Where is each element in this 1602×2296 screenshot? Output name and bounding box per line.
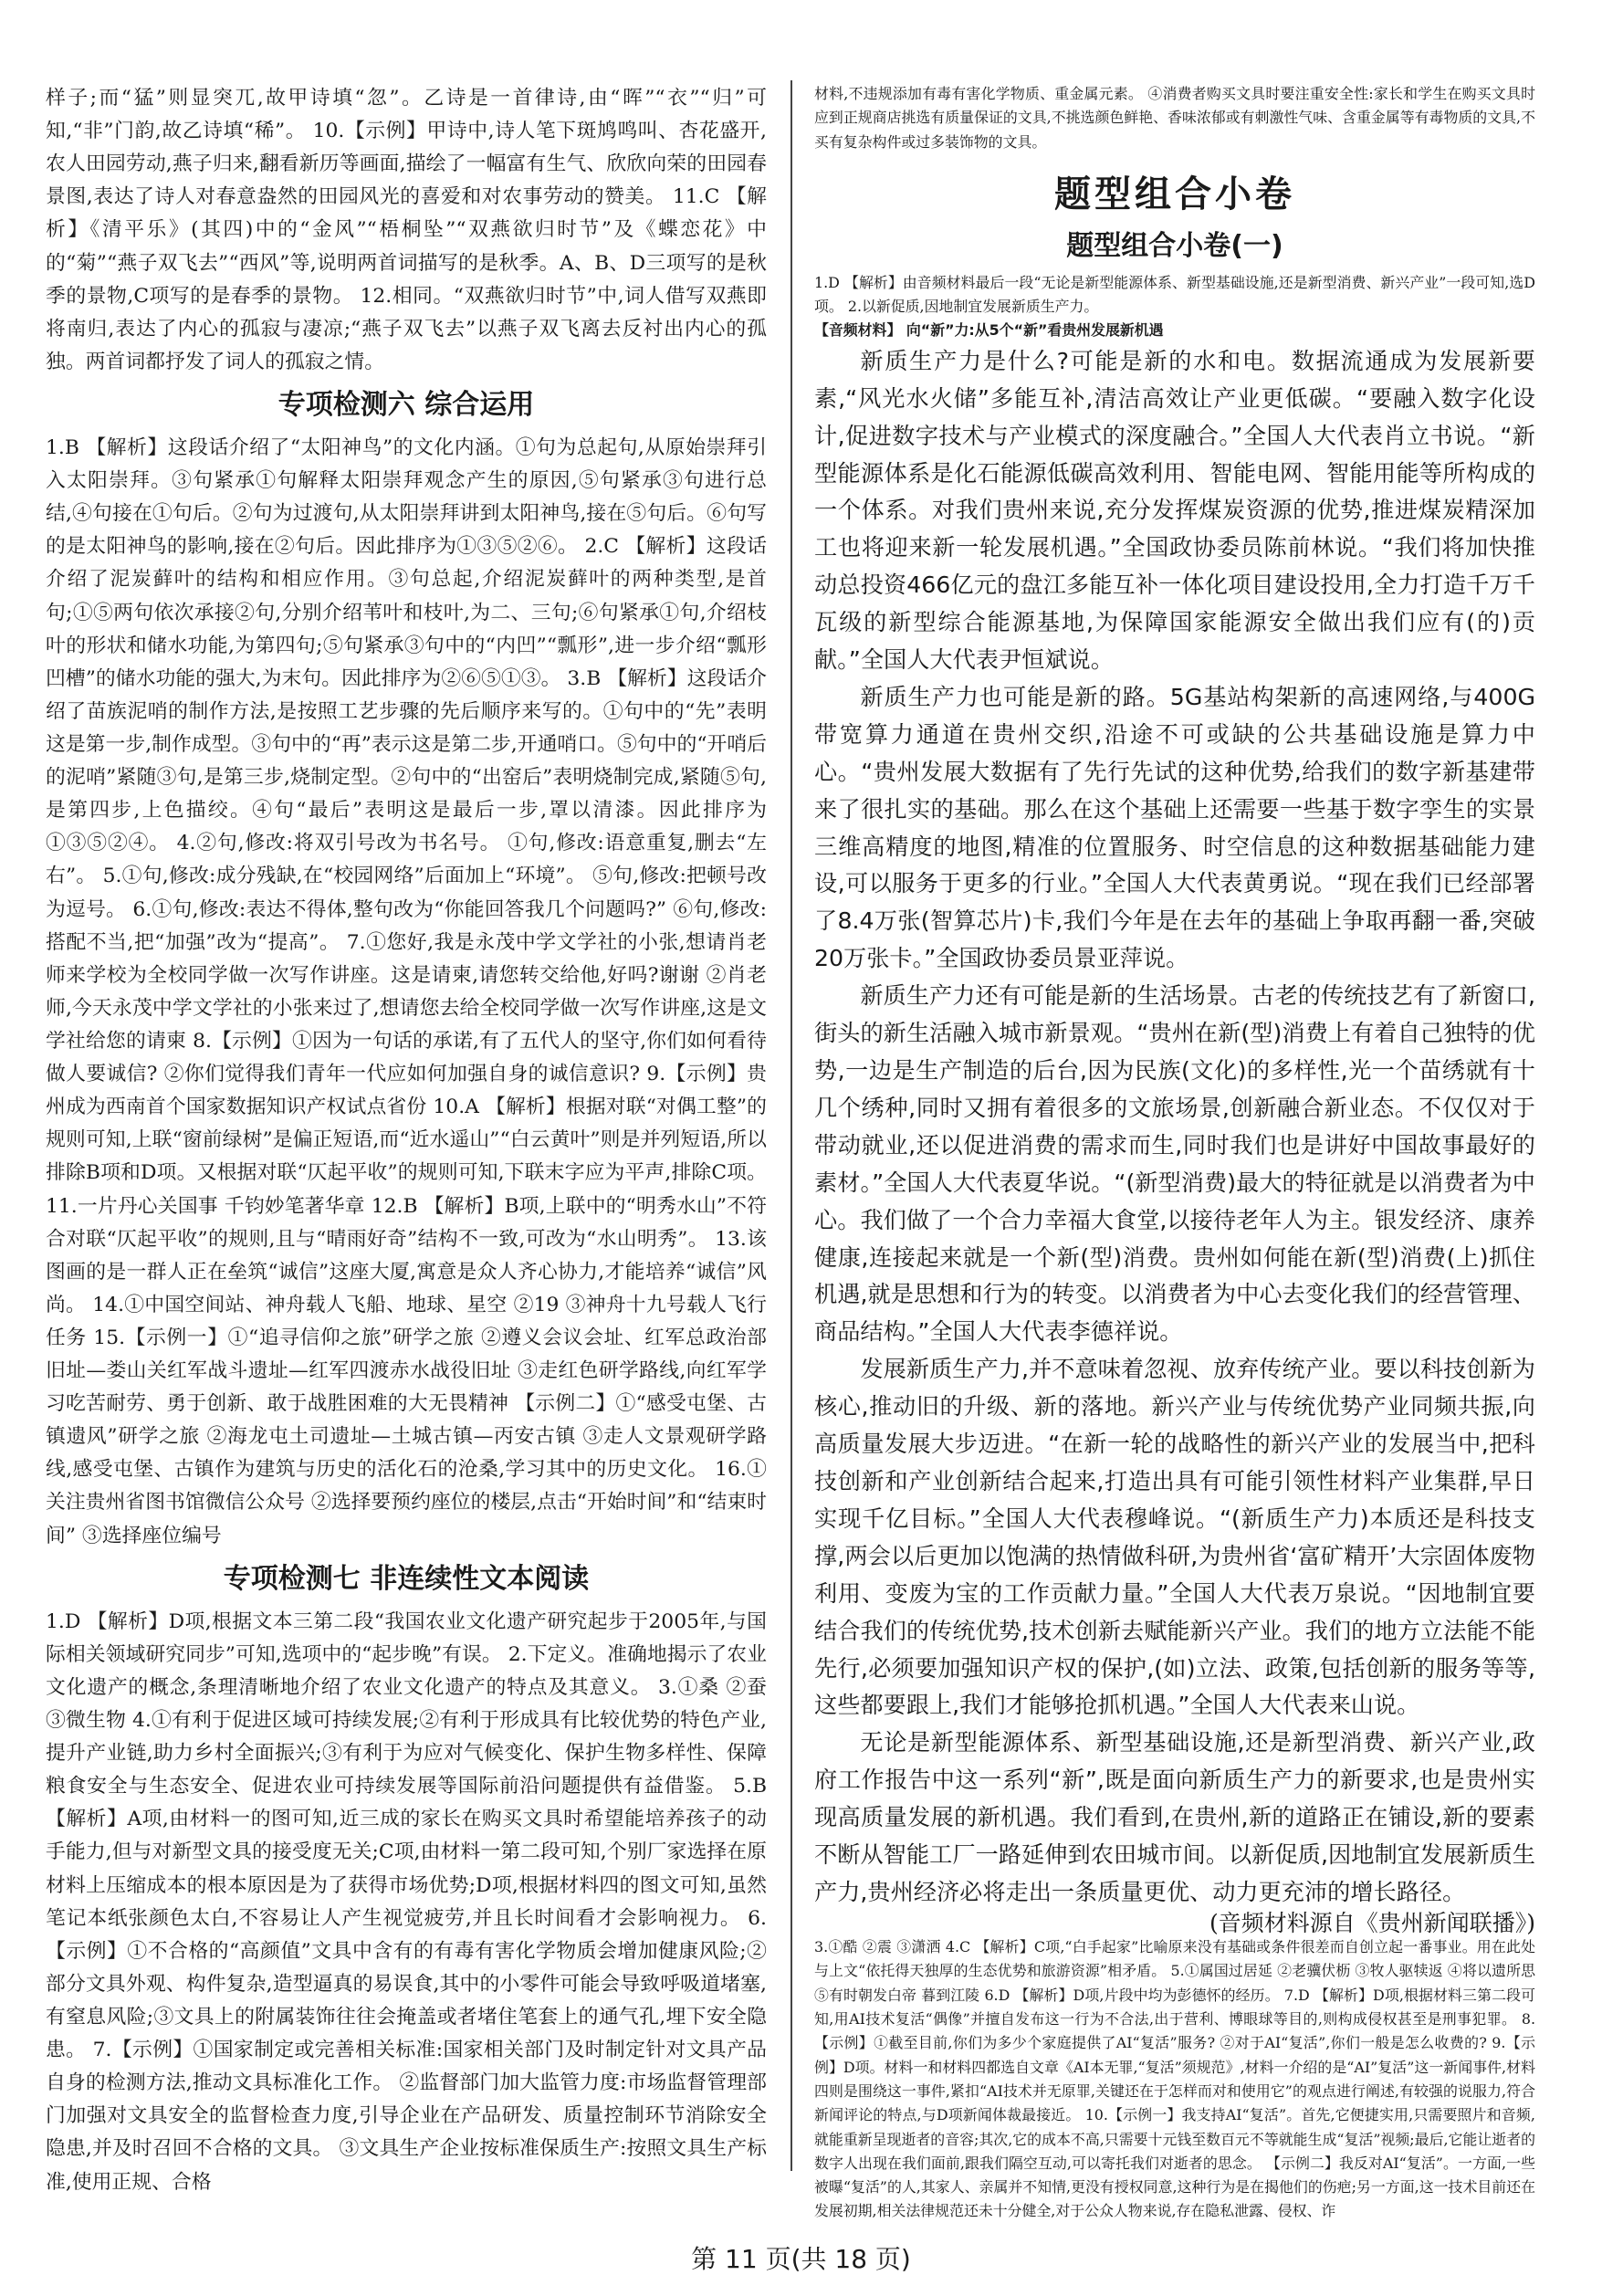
answer-paragraph: 1.D 【解析】D项,根据文本三第二段“我国农业文化遗产研究起步于2005年,与国际相关领域研究同步”可知,选项中的“起步晚”有误。 2.下定义。准确地揭示了农业文化遗产的概念,条理清晰地介绍了农业文化遗产的特点及其意义。 3.①桑 ②蚕 ③微生物 4.①有利于促进区域可持续发展;②有利于形成具有比较优势的特色产业,提升产业链,助力乡村全面振兴;③有利于为应对气候变化、保护生物多样性、保障粮食安全与生态安全、促进农业可持续发展等国际前沿问题提供有益借鉴。 5.B 【解析】A项,由材料一的图可知,近三成的家长在购买文具时希望能培养孩子的动手能力,但与对新型文具的接受度无关;C项,由材料一第二段可知,个别厂家选择在原材料上压缩成本的根本原因是为了获得市场优势;D项,根据材料四的图文可知,虽然笔记本纸张颜色太白,不容易让人产生视觉疲劳,并且长时间看才会影响视力。 6.【示例】①不合格的“高颜值”文具中含有的有毒有害化学物质会增加健康风险;②部分文具外观、构件复杂,造型逼真的易误食,其中的小零件可能会导致呼吸道堵塞,有窒息风险;③文具上的附属装饰往往会掩盖或者堵住笔套上的通气孔,埋下安全隐患。 7.【示例】①国家制定或完善相关标准:国家相关部门及时制定针对文具产品自身的检测方法,推动文具标准化工作。 ②监督部门加大监管力度:市场监督管理部门加强对文具安全的监督检查力度,引导企业在产品研发、质量控制环节消除安全隐患,并及时召回不合格的文具。 ③文具生产企业按标准保质生产:按照文具生产标准,使用正规、合格 xyxy=(46,1609,767,2194)
audio-paragraph: 发展新质生产力,并不意味着忽视、放弃传统产业。要以科技创新为核心,推动旧的升级、新的落地。新兴产业与传统优势产业同频共振,向高质量发展大步迈进。“在新一轮的战略性的新兴产业的发展当中,把科技创新和产业创新结合起来,打造出具有可能引领性材料产业集群,早日实现千亿目标。”全国人大代表穆峰说。“(新质生产力)本质还是科技支撑,两会以后更加以饱满的热情做科研,为贵州省‘富矿精开’大宗固体废物利用、变废为宝的工作贡献力量。”全国人大代表万泉说。“因地制宜要结合我们的传统优势,技术创新去赋能新兴产业。我们的地方立法能不能先行,必须要加强知识产权的保护,(如)立法、政策,包括创新的服务等等,这些都要跟上,我们才能够抢抓机遇。”全国人大代表来山说。 xyxy=(814,1356,1535,1719)
right-column xyxy=(814,82,1535,2224)
answer-paragraph: 样子;而“猛”则显突兀,故甲诗填“忽”。乙诗是一首律诗,由“晖”“衣”“归”可知,“非”门韵,故乙诗填“稀”。 10.【示例】甲诗中,诗人笔下斑鸠鸣叫、杏花盛开,农人田园劳动,燕子归来,翻看新历等画面,描绘了一幅富有生气、欣欣向荣的田园春景图,表达了诗人对春意盎然的田园风光的喜爱和对农事劳动的赞美。 11.C 【解析】《清平乐》(其四)中的“金风”“梧桐坠”“双燕欲归时节”及《蝶恋花》中的“菊”“燕子双飞去”“西风”等,说明两首词描写的是秋季。A、B、D三项写的是秋季的景物,C项写的是春季的景物。 12.相同。“双燕欲归时节”中,词人借写双燕即将南归,表达了内心的孤寂与凄凉;“燕子双飞去”以燕子双飞离去反衬出内心的孤独。两首词都抒发了词人的孤寂之情。 xyxy=(46,87,767,373)
answer-paragraph: 1.B 【解析】这段话介绍了“太阳神鸟”的文化内涵。①句为总起句,从原始崇拜引入太阳崇拜。③句紧承①句解释太阳崇拜观念产生的原因,⑤句紧承③句进行总结,④句接在①句后。②句为过渡句,从太阳崇拜讲到太阳神鸟,接在⑤句后。⑥句写的是太阳神鸟的影响,接在②句后。因此排序为①③⑤②⑥。 2.C 【解析】这段话介绍了泥炭藓叶的结构和相应作用。③句总起,介绍泥炭藓叶的两种类型,是首句;①⑤两句依次承接②句,分别介绍苇叶和枝叶,为二、三句;⑥句紧承①句,介绍枝叶的形状和储水功能,为第四句;⑤句紧承③句中的“内凹”“瓢形”,进一步介绍“瓢形凹槽”的储水功能的强大,为末句。因此排序为②⑥⑤①③。 3.B 【解析】这段话介绍了苗族泥哨的制作方法,是按照工艺步骤的先后顺序来写的。①句中的“先”表明这是第一步,制作成型。③句中的“再”表示这是第二步,开通哨口。⑤句中的“开哨后的泥哨”紧随③句,是第三步,烧制定型。②句中的“出窑后”表明烧制完成,紧随⑤句,是第四步,上色描绞。④句“最后”表明这是最后一步,罩以清漆。因此排序为①③⑤②④。 4.②句,修改:将双引号改为书名号。 ①句,修改:语意重复,删去“左右”。 5.①句,修改:成分残缺,在“校园网络”后面加上“环境”。 ⑤句,修改:把顿号改为逗号。 6.①句,修改:表达不得体,整句改为“你能回答我几个问题吗?” ⑥句,修改:搭配不当,把“加强”改为“提高”。 7.①您好,我是永茂中学文学社的小张,想请肖老师来学校为全校同学做一次写作讲座。这是请柬,请您转交给他,好吗?谢谢 ②肖老师,今天永茂中学文学社的小张来过了,想请您去给全校同学做一次写作讲座,这是文学社给您的请柬 8.【示例】①因为一句话的承诺,有了五代人的坚守,你们如何看待做人要诚信? ②你们觉得我们青年一代应如何加强自身的诚信意识? 9.【示例】贵州成为西南首个国家数据知识产权试点省份 10.A 【解析】根据对联“对偶工整”的规则可知,上联“窗前绿树”是偏正短语,而“近水遥山”“白云黄叶”则是并列短语,所以排除B项和D项。又根据对联“仄起平收”的规则可知,下联末字应为平声,排除C项。 11.一片丹心关国事 千钧妙笔著华章 12.B 【解析】B项,上联中的“明秀水山”不符合对联“仄起平收”的规则,且与“晴雨好奇”结构不一致,可改为“水山明秀”。 13.该图画的是一群人正在垒筑“诚信”这座大厦,寓意是众人齐心协力,才能培养“诚信”风尚。 14.①中国空间站、神舟载人飞船、地球、星空 ②19 ③神舟十九号载人飞行任务 15.【示例一】①“追寻信仰之旅”研学之旅 ②遵义会议会址、红军总政治部旧址—娄山关红军战斗遗址—红军四渡赤水战役旧址 ③走红色研学路线,向红军学习吃苦耐劳、勇于创新、敢于战胜困难的大无畏精神 【示例二】①“感受屯堡、古镇遗风”研学之旅 ②海龙屯土司遗址—土城古镇—丙安古镇 ③走人文景观研学路线,感受屯堡、古镇作为建筑与历史的活化石的沧桑,学习其中的历史文化。 16.①关注贵州省图书馆微信公众号 ②选择要预约座位的楼层,点击“开始时间”和“结束时间” ③选择座位编号 xyxy=(46,435,767,1547)
audio-paragraph: 新质生产力是什么?可能是新的水和电。数据流通成为发展新要素,“风光水火储”多能互补,清洁高效让产业更低碳。“要融入数字化设计,促进数字技术与产业模式的深度融合。”全国人大代表肖立书说。“新型能源体系是化石能源低碳高效利用、智能电网、智能用能等所构成的一个体系。对我们贵州来说,充分发挥煤炭资源的优势,推进煤炭精深加工也将迎来新一轮发展机遇。”全国政协委员陈前林说。“我们将加快推动总投资466亿元的盘江多能互补一体化项目建设投用,全力打造千万千瓦级的新型综合能源基地,为保障国家能源安全做出我们应有(的)贡献。”全国人大代表尹恒斌说。 xyxy=(814,347,1535,674)
page-footer: 第 11 页(共 18 页) xyxy=(691,2244,911,2274)
audio-source: (音频材料源自《贵州新闻联播》) xyxy=(1209,1909,1535,1936)
answer-paragraph: 1.D 【解析】由音频材料最后一段“无论是新型能源体系、新型基础设施,还是新型消费、新兴产业”一段可知,选D项。 2.以新促质,因地制宜发展新质生产力。 xyxy=(814,273,1535,316)
left-column xyxy=(46,82,767,2199)
answer-paragraph: 材料,不违规添加有毒有害化学物质、重金属元素。 ④消费者购买文具时要注重安全性:家长和学生在购买文具时应到正规商店挑选有质量保证的文具,不挑选颜色鲜艳、香味浓郁或有刺激性气味、含重金属等有毒物质的文具,不买有复杂构件或过多装饰物的文具。 xyxy=(814,85,1535,151)
part-title: 题型组合小卷 xyxy=(1054,173,1295,215)
column-divider xyxy=(791,80,792,2171)
audio-paragraph: 新质生产力还有可能是新的生活场景。古老的传统技艺有了新窗口,街头的新生活融入城市新景观。“贵州在新(型)消费上有着自己独特的优势,一边是生产制造的后台,因为民族(文化)的多样性,光一个苗绣就有十几个绣种,同时又拥有着很多的文旅场景,创新融合新业态。不仅仅对于带动就业,还以促进消费的需求而生,同时我们也是讲好中国故事最好的素材。”全国人大代表夏华说。“(新型消费)最大的特征就是以消费者为中心。我们做了一个合力幸福大食堂,以接待老年人为主。银发经济、康养健康,连接起来就是一个新(型)消费。贵州如何能在新(型)消费(上)抓住机遇,就是思想和行为的转变。以消费者为中心去变化我们的经营管理、商品结构。”全国人大代表李德祥说。 xyxy=(814,982,1535,1346)
section-title: 专项检测六 综合运用 xyxy=(277,388,535,421)
audio-paragraph: 无论是新型能源体系、新型基础设施,还是新型消费、新兴产业,政府工作报告中这一系列“新”,既是面向新质生产力的新要求,也是贵州实现高质量发展的新机遇。我们看到,在贵州,新的道路正在铺设,新的要素不断从智能工厂一路延伸到农田城市间。以新促质,因地制宜发展新质生产力,贵州经济必将走出一条质量更优、动力更充沛的增长路径。 xyxy=(814,1729,1535,1905)
audio-material-title: 【音频材料】 向“新”力:从5个“新”看贵州发展新机遇 xyxy=(814,321,1164,340)
section-title: 专项检测七 非连续性文本阅读 xyxy=(223,1562,590,1595)
answer-paragraph: 3.①酷 ②震 ③潇洒 4.C 【解析】C项,“白手起家”比喻原来没有基础或条件很差而自创立起一番事业。用在此处与上文“依托得天独厚的生态优势和旅游资源”相矛盾。 5.①属国过居延 ②老骥伏枥 ③牧人驱犊返 ④将以遗所思 ⑤有时朝发白帝 暮到江陵 6.D 【解析】D项,片段中均为彭德怀的经历。 7.D 【解析】D项,根据材料三第二段可知,用AI技术复活“偶像”并擅自发布这一行为不合法,出于营利、博眼球等目的,则构成侵权甚至是刑事犯罪。 8.【示例】①截至目前,你们为多少个家庭提供了AI“复活”服务? ②对于AI“复活”,你们一般是怎么收费的? 9.【示例】D项。材料一和材料四都选自文章《AI本无罪,“复活”须规范》,材料一介绍的是“AI”复活”这一新闻事件,材料四则是围绕这一事件,紧扣“AI技术并无原罪,关键还在于怎样而对和使用它”的观点进行阐述,有较强的说服力,符合新闻评论的特点,与D项新闻体裁最接近。 10.【示例一】我支持AI“复活”。首先,它便捷实用,只需要照片和音频,就能重新呈现逝者的音容;其次,它的成本不高,只需要十元钱至数百元不等就能生成“复活”视频;最后,它能让逝者的数字人出现在我们面前,跟我们隔空互动,可以寄托我们对逝者的思念。 【示例二】我反对AI“复活”。一方面,一些被曝“复活”的人,其家人、亲属并不知情,更没有授权同意,这种行为是在揭他们的伤疤;另一方面,这一技术目前还在发展初期,相关法律规范还未十分健全,对于公众人物来说,存在隐私泄露、侵权、诈 xyxy=(814,1938,1535,2220)
sub-title: 题型组合小卷(一) xyxy=(1066,229,1283,262)
audio-paragraph: 新质生产力也可能是新的路。5G基站构架新的高速网络,与400G带宽算力通道在贵州交织,沿途不可或缺的公共基础设施是算力中心。“贵州发展大数据有了先行先试的这种优势,给我们的数字新基建带来了很扎实的基础。那么在这个基础上还需要一些基于数字孪生的实景三维高精度的地图,精准的位置服务、时空信息的这种数据基础能力建设,可以服务于更多的行业。”全国人大代表黄勇说。“现在我们已经部署了8.4万张(智算芯片)卡,我们今年是在去年的基础上争取再翻一番,突破20万张卡。”全国政协委员景亚萍说。 xyxy=(814,683,1535,972)
